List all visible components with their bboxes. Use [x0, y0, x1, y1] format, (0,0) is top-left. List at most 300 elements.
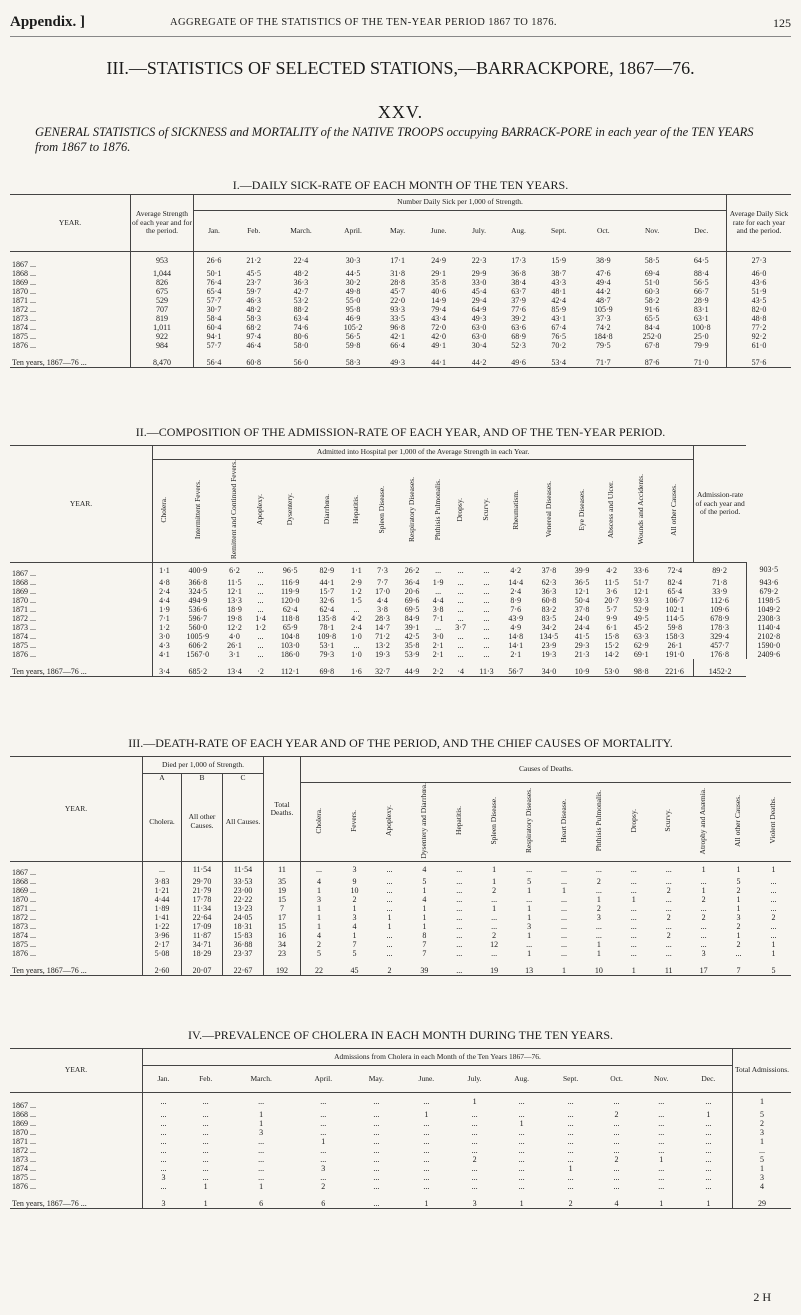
total-cell: ·4 [449, 659, 472, 677]
col-header [337, 783, 372, 862]
row-year: 1869 ... [10, 278, 131, 287]
table-cell: ... [160, 1119, 167, 1128]
row-year: Ten years, 1867—76 ... [10, 958, 143, 976]
col-header [272, 460, 309, 563]
table-cell: ... [567, 1146, 574, 1155]
col-year: YEAR. [10, 1049, 143, 1093]
row-year: 1871 ... [10, 605, 153, 614]
table-cell: 29·70 [182, 877, 223, 886]
table-cell: ... [483, 604, 490, 614]
col-header: Nov. [638, 1066, 685, 1093]
table-cell: ... [202, 1128, 209, 1137]
table-cell: 28·8 [390, 278, 405, 287]
table-cell: ... [320, 1110, 327, 1119]
table-row [10, 913, 791, 922]
col-header: Dec. [685, 1066, 733, 1093]
table-cell: ... [202, 1173, 209, 1182]
table-cell: 1·4 [255, 613, 266, 623]
table-cell: 11·54 [223, 862, 264, 878]
table-cell: 120·0 [280, 595, 300, 605]
table-cell: 529 [131, 296, 194, 305]
col-a-cholera: Cholera. [143, 783, 182, 862]
table-cell: 1·1 [159, 565, 170, 575]
table-cell: 79·5 [596, 341, 611, 350]
table-cell: 819 [131, 314, 194, 323]
table-cell: ... [483, 649, 490, 659]
table-cell: ... [735, 949, 742, 959]
table-cell: 37·8 [541, 565, 557, 575]
table-cell: 1,044 [131, 269, 194, 278]
table-cell: 22·3 [471, 256, 487, 265]
table-cell: 1 [527, 904, 532, 914]
table-cell: 45·5 [246, 269, 261, 278]
total-cell: 49·6 [499, 350, 539, 368]
table-cell: 33·9 [712, 586, 727, 596]
table-cell: 18·29 [182, 949, 223, 958]
table-cell: ... [613, 1164, 620, 1173]
table-cell: 1 [259, 1182, 264, 1191]
table-cell: 60·3 [644, 287, 660, 296]
table-cell: 1 [733, 1164, 792, 1173]
col-header [372, 783, 407, 862]
table-cell: 494·9 [188, 595, 208, 605]
table-row [10, 650, 791, 659]
table-cell: 63·6 [511, 323, 526, 332]
table-cell: 23·9 [541, 640, 557, 650]
total-cell: 3·4 [153, 659, 176, 677]
table-cell: 17·3 [511, 256, 526, 265]
table-row [10, 1119, 791, 1128]
table-cell: 1 [317, 913, 322, 923]
total-cell: 56·0 [273, 350, 328, 368]
table-cell: 4 [422, 895, 427, 905]
table-cell: ... [518, 1137, 525, 1146]
table-cell: ... [258, 1155, 265, 1164]
col-header-label: Scurvy. [481, 498, 491, 521]
table-cell: ... [457, 631, 464, 641]
row-year: 1871 ... [10, 296, 131, 305]
table-cell: 5 [736, 877, 741, 887]
table-row [10, 895, 791, 904]
table-cell: 93·3 [633, 595, 649, 605]
table-cell: 43·4 [431, 314, 446, 323]
table-cell: ... [518, 1128, 525, 1137]
page-header [10, 14, 791, 37]
table-cell: ... [483, 631, 490, 641]
col-header-label: Venereal Diseases. [543, 481, 553, 538]
table-cell: 76·5 [551, 332, 566, 341]
table-cell: ... [658, 1164, 665, 1173]
col-header: Aug. [497, 1066, 545, 1093]
table-cell: 1 [568, 1164, 573, 1173]
table-row [10, 1155, 791, 1164]
col-header-label: Diarrhœa. [321, 494, 331, 525]
table-cell: ... [456, 865, 463, 875]
table-cell: ... [456, 931, 463, 941]
table-cell: 45·2 [633, 622, 649, 632]
total-cell: 53·0 [597, 659, 627, 677]
table-cell: 7 [264, 904, 301, 913]
table-cell: 9·9 [606, 613, 617, 623]
table-cell: ... [456, 949, 463, 959]
table-cell: 68·2 [246, 323, 261, 332]
table-cell: 47·6 [596, 269, 611, 278]
col-header-label: Fevers. [349, 809, 359, 832]
col-header [501, 460, 531, 563]
table-cell: 457·7 [710, 640, 729, 650]
table-cell: 20·6 [404, 586, 420, 596]
table-cell: ... [630, 877, 637, 887]
total-cell: 71·7 [579, 350, 628, 368]
table-cell: 2 [666, 931, 671, 941]
table-cell: 10 [350, 886, 359, 896]
table-cell: 49·1 [431, 341, 446, 350]
section-3-title: III.—DEATH-RATE OF EACH YEAR AND OF THE PERIOD, AND THE CHIEF CAUSES OF MORTALITY. [128, 736, 673, 750]
table-cell: 22·4 [293, 256, 309, 265]
table-cell: ... [700, 904, 707, 914]
table-cell: 1·21 [143, 886, 182, 895]
table-cell: ... [471, 1119, 478, 1128]
row-year: 1874 ... [10, 931, 143, 940]
table-cell: 29·1 [431, 269, 446, 278]
table-cell: 68·9 [511, 332, 526, 341]
table-cell: 28·9 [693, 296, 709, 305]
table-cell: ... [435, 565, 442, 575]
table-cell: 91·6 [644, 305, 660, 314]
total-cell: 11·3 [472, 659, 501, 677]
table-cell: 1049·2 [746, 605, 791, 614]
table-cell: 38·9 [596, 256, 611, 265]
table-cell: 4 [317, 931, 322, 941]
table-cell: ... [733, 1146, 792, 1155]
table-cell: ... [456, 904, 463, 914]
total-cell: 13·4 [220, 659, 250, 677]
table-cell: ... [320, 1173, 327, 1182]
table-cell: 69·4 [644, 269, 660, 278]
table-cell: 4·9 [510, 622, 522, 632]
table-cell: 7 [422, 940, 427, 950]
table-cell: 596·7 [188, 613, 208, 623]
table-cell: 109·8 [317, 631, 337, 641]
col-avg: Average Daily Sick rate for each year and the period. [727, 195, 792, 252]
table-cell: 3·1 [229, 649, 240, 659]
col-header-label: Violent Deaths. [768, 797, 778, 845]
table-cell: ... [705, 1146, 712, 1155]
col-header-label: Spleen Disease. [488, 797, 498, 845]
table-cell: 36·4 [404, 577, 420, 587]
table-cell: 2 [614, 1110, 619, 1119]
table-cell: 1·2 [351, 586, 362, 596]
table-cell: ... [373, 1137, 380, 1146]
table-cell: 33·0 [471, 278, 487, 287]
total-cell: 98·8 [626, 659, 656, 677]
table-cell: ... [257, 640, 264, 650]
table-cell: 19·3 [375, 649, 390, 659]
table-cell: ... [160, 1097, 167, 1106]
table-cell: ... [456, 886, 463, 896]
table-cell: 2 [596, 904, 601, 914]
table-row [10, 305, 791, 314]
col-header [547, 783, 582, 862]
table-cell: ... [560, 904, 567, 914]
table-cell: 135·8 [317, 613, 337, 623]
table-cell: ... [456, 922, 463, 932]
total-cell: 221·6 [656, 659, 694, 677]
total-cell: 44·9 [397, 659, 427, 677]
table-cell: 13·2 [375, 640, 390, 650]
table-cell: 36·5 [574, 577, 590, 587]
table-cell: 903·5 [746, 562, 791, 578]
col-header: Oct. [579, 210, 628, 251]
total-cell: 71·0 [676, 350, 726, 368]
table-cell: ... [423, 1173, 430, 1182]
table-cell: 4·2 [510, 565, 522, 575]
table-cell: ... [705, 1164, 712, 1173]
table-cell: ... [457, 577, 464, 587]
table-cell: 4 [422, 865, 427, 875]
table-cell: ... [483, 622, 490, 632]
table-cell: 3·7 [455, 622, 466, 632]
col-header-label: Atrophy and Anæmia. [698, 787, 708, 855]
table-cell: 63·1 [693, 314, 709, 323]
total-row [10, 1191, 791, 1209]
table-cell: ... [665, 940, 672, 950]
table-cell: ... [373, 1182, 380, 1191]
table-cell: 43·3 [551, 278, 566, 287]
table-cell: ... [567, 1097, 574, 1106]
table-cell: 2 [666, 913, 671, 923]
table-cell: ... [456, 895, 463, 905]
col-header: March. [227, 1066, 295, 1093]
table-cell: ... [386, 931, 393, 941]
col-header [686, 783, 721, 862]
col-total-deaths: Total Deaths. [264, 757, 301, 862]
table-cell: 44·5 [345, 269, 361, 278]
table-cell: ... [613, 1182, 620, 1191]
table-row [10, 922, 791, 931]
table-cell: ... [386, 865, 393, 875]
table-cell: ... [658, 1110, 665, 1119]
col-header-label: Apoplexy. [255, 494, 265, 526]
table-cell: 26·6 [206, 256, 222, 265]
col-group-cholera: Admissions from Cholera in each Month of the Ten Years 1867—76. [143, 1049, 733, 1066]
col-header: March. [273, 210, 328, 251]
table-cell: ... [705, 1097, 712, 1106]
col-header-label: Cholera. [159, 496, 169, 523]
table-cell: 400·9 [188, 565, 208, 575]
table-row [10, 341, 791, 350]
col-header [531, 460, 568, 563]
table-cell: 1 [527, 886, 532, 896]
table-cell: 9 [352, 877, 357, 887]
table-cell: 20·7 [604, 595, 619, 605]
table-cell: 95·8 [345, 305, 361, 314]
col-header [309, 460, 346, 563]
total-cell: 8,470 [131, 350, 194, 368]
total-row [10, 958, 791, 976]
table-cell: 1 [259, 1110, 264, 1119]
table-cell: ... [257, 586, 264, 596]
table-row [10, 578, 791, 587]
col-header: Nov. [628, 210, 677, 251]
total-cell: 44·1 [418, 350, 460, 368]
col-year: YEAR. [10, 195, 131, 252]
table-cell: 42·0 [431, 332, 446, 341]
table-cell: 3 [259, 1128, 264, 1137]
table-row [10, 278, 791, 287]
table-cell: ... [770, 895, 777, 905]
table-cell: 72·0 [431, 323, 446, 332]
table-cell: 17·09 [182, 922, 223, 931]
table-cell: ... [700, 940, 707, 950]
table-cell: ... [560, 922, 567, 932]
table-cell: 35·8 [404, 640, 420, 650]
table-cell: 2 [317, 940, 322, 950]
total-cell: 2 [546, 1191, 596, 1209]
table-cell: 158·3 [665, 631, 685, 641]
total-cell: 60·8 [234, 350, 273, 368]
total-cell: 2 [372, 958, 407, 976]
total-cell: 87·6 [628, 350, 677, 368]
total-cell: 112·1 [272, 659, 309, 677]
table-number: XXV. [377, 102, 424, 122]
admission-rate-table [10, 445, 791, 677]
col-header-label: Intermittent Fevers. [192, 480, 202, 540]
daily-sick-rate-table [10, 194, 791, 368]
total-cell: 1 [638, 1191, 685, 1209]
table-cell: ... [202, 1146, 209, 1155]
table-row [10, 587, 791, 596]
table-cell: 92·2 [727, 332, 792, 341]
row-year: 1872 ... [10, 614, 153, 623]
table-cell: 60·8 [541, 595, 557, 605]
table-cell: 2 [701, 913, 706, 923]
table-cell: 83·1 [693, 305, 709, 314]
table-cell: 21·79 [182, 886, 223, 895]
table-cell: 11·87 [182, 931, 223, 940]
cholera-prevalence-table [10, 1048, 791, 1209]
table-cell: ... [202, 1155, 209, 1164]
table-cell: 33·6 [633, 565, 649, 575]
table-cell: 2·17 [143, 940, 182, 949]
table-cell: 8·9 [510, 595, 522, 605]
col-group-causes: Causes of Deaths. [301, 757, 792, 783]
table-cell: 2 [736, 940, 741, 950]
table-row [10, 596, 791, 605]
table-cell: ... [658, 1097, 665, 1106]
row-year: 1876 ... [10, 949, 143, 958]
table-cell: 12·1 [227, 586, 242, 596]
table-cell: 34·2 [541, 622, 557, 632]
table-cell: 63·0 [471, 332, 487, 341]
col-header [512, 783, 547, 862]
total-cell: 58·3 [329, 350, 378, 368]
table-cell: 66·4 [390, 341, 405, 350]
table-cell: 4 [352, 922, 357, 932]
row-year: 1873 ... [10, 623, 153, 632]
col-header-label: Abscess and Ulcer. [606, 480, 616, 539]
table-cell: 2·4 [351, 622, 362, 632]
table-cell: 1 [596, 940, 601, 950]
total-cell: 7 [721, 958, 756, 976]
table-cell: 606·2 [188, 640, 208, 650]
table-cell: 1 [321, 1137, 326, 1146]
table-cell: 1 [527, 931, 532, 941]
table-cell: 2409·6 [746, 650, 791, 659]
table-cell: 1 [771, 865, 776, 875]
table-cell: 56·5 [693, 278, 709, 287]
table-cell: ... [373, 1110, 380, 1119]
table-cell: ... [613, 1173, 620, 1182]
table-cell: 84·9 [404, 613, 420, 623]
table-cell: ... [423, 1097, 430, 1106]
row-year: 1875 ... [10, 1173, 143, 1182]
section-4-title: IV.—PREVALENCE OF CHOLERA IN EACH MONTH DURING THE TEN YEARS. [187, 1028, 613, 1042]
table-cell: 21·3 [574, 649, 590, 659]
table-cell: 33·53 [223, 877, 264, 886]
row-year: 1876 ... [10, 650, 153, 659]
table-cell: 112·6 [710, 595, 729, 605]
table-cell: 176·8 [710, 649, 729, 659]
total-cell: 49·3 [377, 350, 417, 368]
table-cell: 2102·8 [746, 632, 791, 641]
col-header-label: Hepatitis. [454, 806, 463, 836]
table-cell: 71·8 [712, 577, 727, 587]
table-cell: 7·1 [159, 613, 170, 623]
table-cell: ... [518, 1164, 525, 1173]
table-cell: ... [665, 877, 672, 887]
col-header [656, 460, 694, 563]
table-cell: 11 [264, 862, 301, 878]
table-cell: 46·4 [246, 341, 261, 350]
table-cell: 59·8 [667, 622, 683, 632]
table-cell: 12·1 [574, 586, 590, 596]
table-cell: ... [595, 886, 602, 896]
col-header-label: Dysentery and Diarrhœa. [419, 783, 429, 859]
table-row [10, 605, 791, 614]
table-cell: 1 [492, 877, 497, 887]
row-year: 1867 ... [10, 562, 153, 578]
total-cell: 57·6 [727, 350, 792, 368]
table-cell: 2·1 [510, 649, 522, 659]
col-header-label: Respiratory Diseases. [406, 477, 416, 543]
table-cell: 44·1 [319, 577, 335, 587]
table-cell: 4 [733, 1182, 792, 1191]
table-cell: 953 [131, 252, 194, 270]
table-cell: 48·2 [293, 269, 309, 278]
table-cell: 4·1 [159, 649, 170, 659]
table-cell: 42·5 [404, 631, 420, 641]
col-header-label: Spleen Disease. [377, 485, 387, 534]
total-cell: 4 [595, 1191, 637, 1209]
table-cell: 679·2 [746, 587, 791, 596]
table-cell: 49·4 [596, 278, 611, 287]
col-header-label: All other Causes. [669, 483, 679, 536]
table-cell: ... [320, 1155, 327, 1164]
table-cell: 4·2 [606, 565, 617, 575]
table-cell: ... [160, 1146, 167, 1155]
col-header: Sept. [538, 210, 579, 251]
col-year: YEAR. [10, 446, 153, 563]
col-header [153, 460, 176, 563]
table-cell: ... [560, 865, 567, 875]
row-year: 1871 ... [10, 904, 143, 913]
table-cell: 49·8 [345, 287, 361, 296]
col-header [616, 783, 651, 862]
table-cell: 29·3 [574, 640, 590, 650]
col-header-label: Dysentery. [284, 493, 294, 526]
col-header: May. [377, 210, 417, 251]
